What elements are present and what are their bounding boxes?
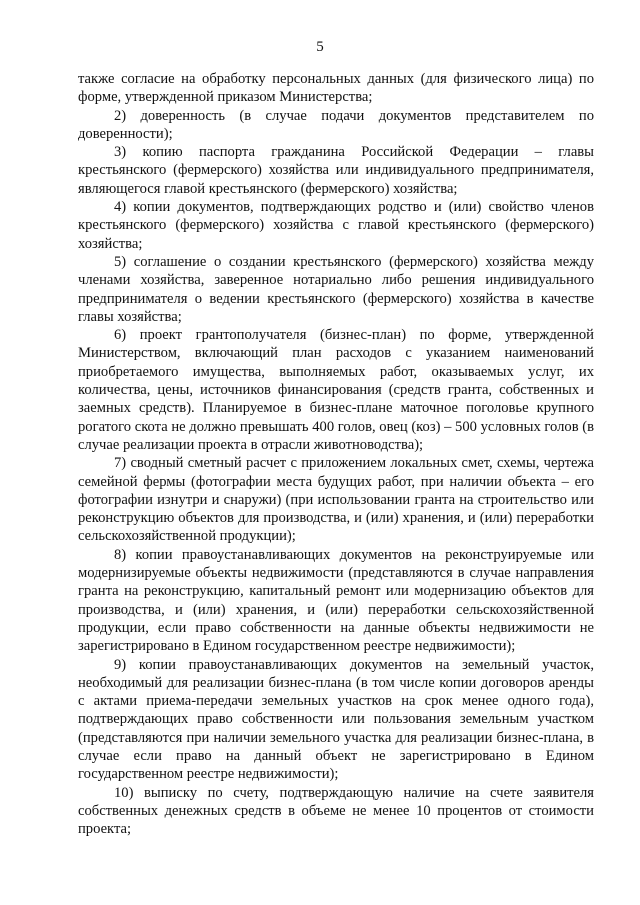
paragraph-continuation: также согласие на обработку персональных данных (для физического лица) по форме, утвержденной приказом Министерства; [78, 71, 594, 106]
list-item-paragraph: 10) выписку по счету, подтверждающую наличие на счете заявителя собственных денежных средств в объеме не менее 10 процентов от стоимости проекта; [78, 784, 594, 838]
page-number: 5 [316, 39, 324, 55]
list-item-paragraph: 6) проект грантополучателя (бизнес-план) по форме, утвержденной Министерством, включающий план расходов с указанием наименований приобретаемого имущества, выполняемых работ, оказываемых услуг, их количества, цены, источников финансирования (средств гранта, собственных и заемных средств). Планируемое в бизнес-плане маточное поголовье крупного рогатого скота не должно превышать 400 голов, овец (коз) – 500 условных голов (в случае реализации проекта в отрасли животноводства); [78, 327, 594, 453]
list-item-paragraph: 2) доверенность (в случае подачи документов представителем по доверенности); [78, 107, 594, 142]
document-body [78, 70, 594, 838]
list-item-paragraph: 8) копии правоустанавливающих документов на реконструируемые или модернизируемые объекты недвижимости (представляются в случае направления гранта на реконструкцию, капитальный ремонт или модернизацию объектов для производства, и (или) хранения, и (или) переработки сельскохозяйственной продукции, если право собственности на данные объекты недвижимости не зарегистрировано в Едином государственном реестре недвижимости); [78, 546, 594, 655]
list-item-paragraph: 4) копии документов, подтверждающих родство и (или) свойство членов крестьянского (фермерского) хозяйства с главой крестьянского (фермерского) хозяйства; [78, 199, 594, 252]
list-item-paragraph: 3) копию паспорта гражданина Российской Федерации – главы крестьянского (фермерского) хозяйства или индивидуального предпринимателя, являющегося главой крестьянского (фермерского) хозяйства; [78, 144, 594, 197]
list-item-paragraph: 5) соглашение о создании крестьянского (фермерского) хозяйства между членами хозяйства, заверенное нотариально либо решения индивидуального предпринимателя о ведении крестьянского (фермерского) хозяйства в качестве главы хозяйства; [78, 253, 594, 325]
list-item-paragraph: 7) сводный сметный расчет с приложением локальных смет, схемы, чертежа семейной фермы (фотографии места будущих работ, при наличии объекта – его фотографии изнутри и снаружи) (при использовании гранта на строительство или реконструкцию объектов для производства, и (или) хранения, и (или) переработки сельскохозяйственной продукции); [78, 455, 594, 545]
list-item-paragraph: 9) копии правоустанавливающих документов на земельный участок, необходимый для реализации бизнес-плана (в том числе копии договоров аренды с актами приема-передачи земельных участков на срок менее одного года), подтверждающих право собственности или пользования земельным участком (представляются при наличии земельного участка для реализации бизнес-плана, в случае если право на данный объект не зарегистрировано в Едином государственном реестре недвижимости); [78, 656, 594, 783]
